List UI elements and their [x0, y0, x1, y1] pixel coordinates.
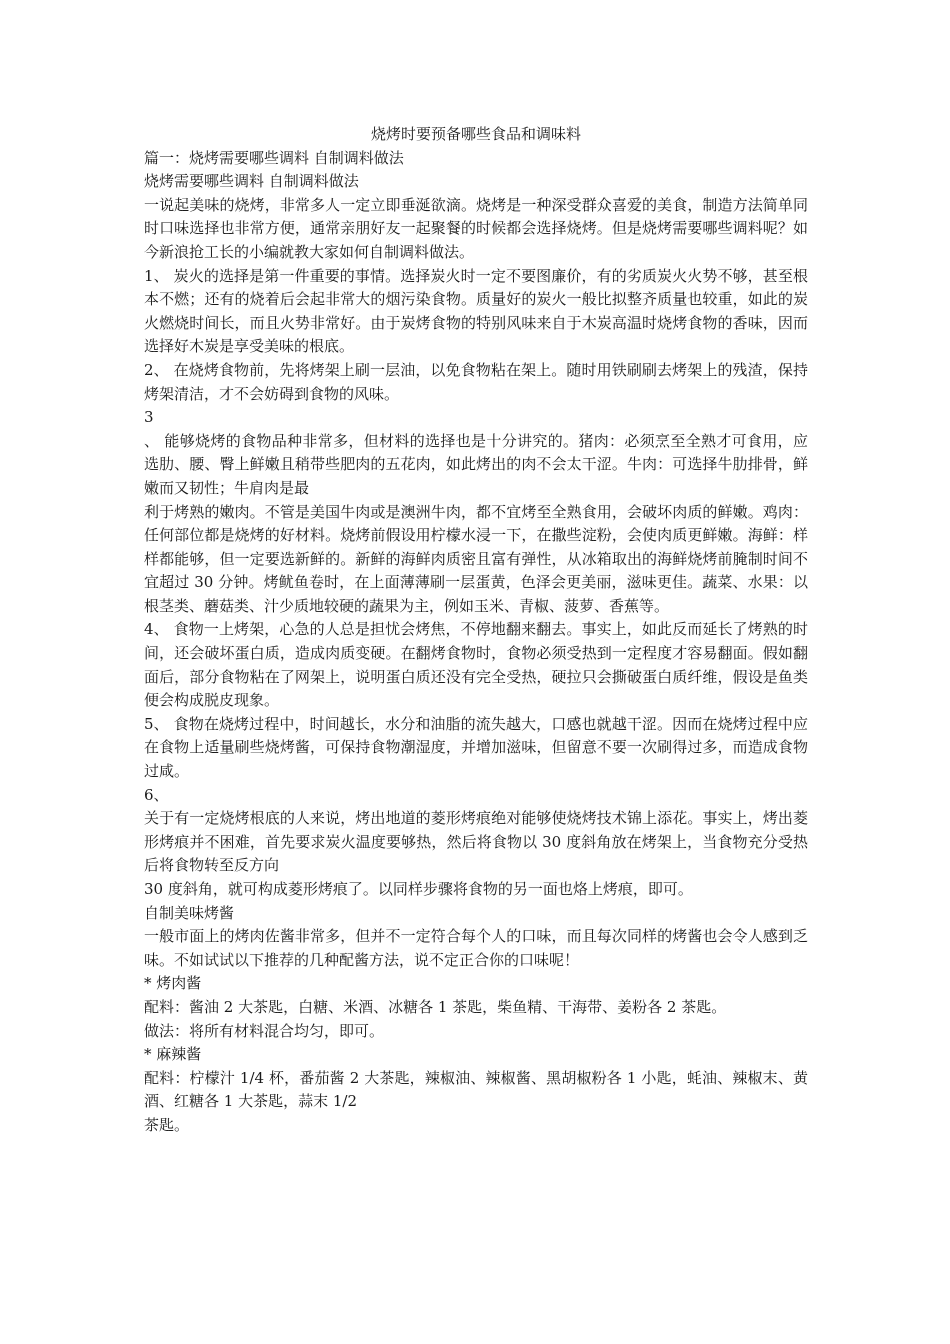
- paragraph-1: 1、 炭火的选择是第一件重要的事情。选择炭火时一定不要图廉价，有的劣质炭火火势不够，甚至根本不燃；还有的烧着后会起非常大的烟污染食物。质量好的炭火一般比拟整齐质量也较重，如此的炭火燃烧时间长，而且火势非常好。由于炭烤食物的特别风味来自于木炭高温时烧烤食物的香味，因而选择好木炭是享受美味的根底。: [144, 266, 808, 356]
- paragraph-5: 5、 食物在烧烤过程中，时间越长，水分和油脂的流失越大，口感也就越干涩。因而在烧烤过程中应在食物上适量刷些烧烤酱，可保持食物潮湿度，并增加滋味，但留意不要一次刷得过多，而造成食物过咸。: [144, 714, 808, 781]
- paragraph-3-part-1: 、 能够烧烤的食物品种非常多，但材料的选择也是十分讲究的。猪肉：必须烹至全熟才可食用，应选肋、腰、臀上鲜嫩且稍带些肥肉的五花肉，如此烤出的肉不会太干涩。牛肉：可选择牛肋排骨，鲜嫩而又韧性；牛肩肉是最: [144, 431, 808, 497]
- section-heading-1: 篇一：烧烤需要哪些调料 自制调料做法: [144, 148, 404, 167]
- paragraph-2: 2、 在烧烤食物前，先将烤架上刷一层油，以免食物粘在架上。随时用铁刷刷去烤架上的残渣，保持烤架清洁，才不会妨碍到食物的风味。: [144, 360, 808, 403]
- recipe-ingredients-spicy-sauce-end: 茶匙。: [144, 1115, 190, 1134]
- paragraph-6-part-1: 关于有一定烧烤根底的人来说，烤出地道的菱形烤痕绝对能够使烧烤技术锦上添花。事实上，烤出菱形烤痕并不困难，首先要求炭火温度要够热，然后将食物以 30 度斜角放在烤架上，当食物充分受热后将食物转至反方向: [144, 809, 808, 875]
- document-title: 烧烤时要预备哪些食品和调味料: [370, 125, 581, 143]
- intro-paragraph: 一说起美味的烧烤，非常多人一定立即垂涎欲滴。烧烤是一种深受群众喜爱的美食，制造方法简单同时口味选择也非常方便，通常亲朋好友一起聚餐的时候都会选择烧烤。但是烧烤需要哪些调料呢？如今新浪抢工长的小编就教大家如何自制调料做法。: [144, 195, 808, 261]
- paragraph-3-part-2: 利于烤熟的嫩肉。不管是美国牛肉或是澳洲牛肉，都不宜烤至全熟食用，会破坏肉质的鲜嫩。鸡肉：任何部位都是烧烤的好材料。烧烤前假设用柠檬水浸一下，在撒些淀粉，会使肉质更鲜嫩。海鲜：样样都能够，但一定要选新鲜的。新鲜的海鲜肉质密且富有弹性，从冰箱取出的海鲜烧烤前腌制时间不宜超过 30 分钟。烤鱿鱼卷时，在上面薄薄刷一层蛋黄，色泽会更美丽，滋味更佳。蔬菜、水果：以根茎类、蘑菇类、汁少质地较硬的蔬果为主，例如玉米、青椒、菠萝、香蕉等。: [144, 502, 808, 615]
- paragraph-6-part-2: 30 度斜角，就可构成菱形烤痕了。以同样步骤将食物的另一面也烙上烤痕，即可。: [144, 880, 693, 898]
- recipe-method-bbq-sauce: 做法：将所有材料混合均匀，即可。: [144, 1021, 385, 1040]
- recipe-title-bbq-sauce: * 烤肉酱: [144, 974, 202, 993]
- sauce-intro-paragraph: 一般市面上的烤肉佐酱非常多，但并不一定符合每个人的口味，而且每次同样的烤酱也会令人感到乏味。不如试试以下推荐的几种配酱方法，说不定正合你的口味呢！: [144, 927, 808, 969]
- paragraph-4: 4、 食物一上烤架，心急的人总是担忧会烤焦，不停地翻来翻去。事实上，如此反而延长了烤熟的时间，还会破坏蛋白质，造成肉质变硬。在翻烤食物时，食物必须受热到一定程度才容易翻面。假如翻面后，部分食物粘在了网架上，说明蛋白质还没有完全受热，硬拉只会撕破蛋白质纤维，假设是鱼类便会构成脱皮现象。: [144, 620, 808, 710]
- subheading: 烧烤需要哪些调料 自制调料做法: [144, 172, 359, 191]
- paragraph-3-number: 3: [144, 408, 154, 427]
- paragraph-6-number: 6、: [144, 785, 169, 804]
- document-page: [144, 123, 808, 1138]
- sauce-section-heading: 自制美味烤酱: [144, 903, 235, 922]
- recipe-ingredients-spicy-sauce: 配料：柠檬汁 1/4 杯，番茄酱 2 大茶匙，辣椒油、辣椒酱、黑胡椒粉各 1 小匙，蚝油、辣椒末、黄酒、红糖各 1 大茶匙，蒜末 1/2: [144, 1068, 808, 1111]
- recipe-ingredients-bbq-sauce: 配料：酱油 2 大茶匙，白糖、米酒、冰糖各 1 茶匙，柴鱼精、干海带、姜粉各 2 茶匙。: [144, 997, 727, 1016]
- recipe-title-spicy-sauce: * 麻辣酱: [144, 1045, 202, 1064]
